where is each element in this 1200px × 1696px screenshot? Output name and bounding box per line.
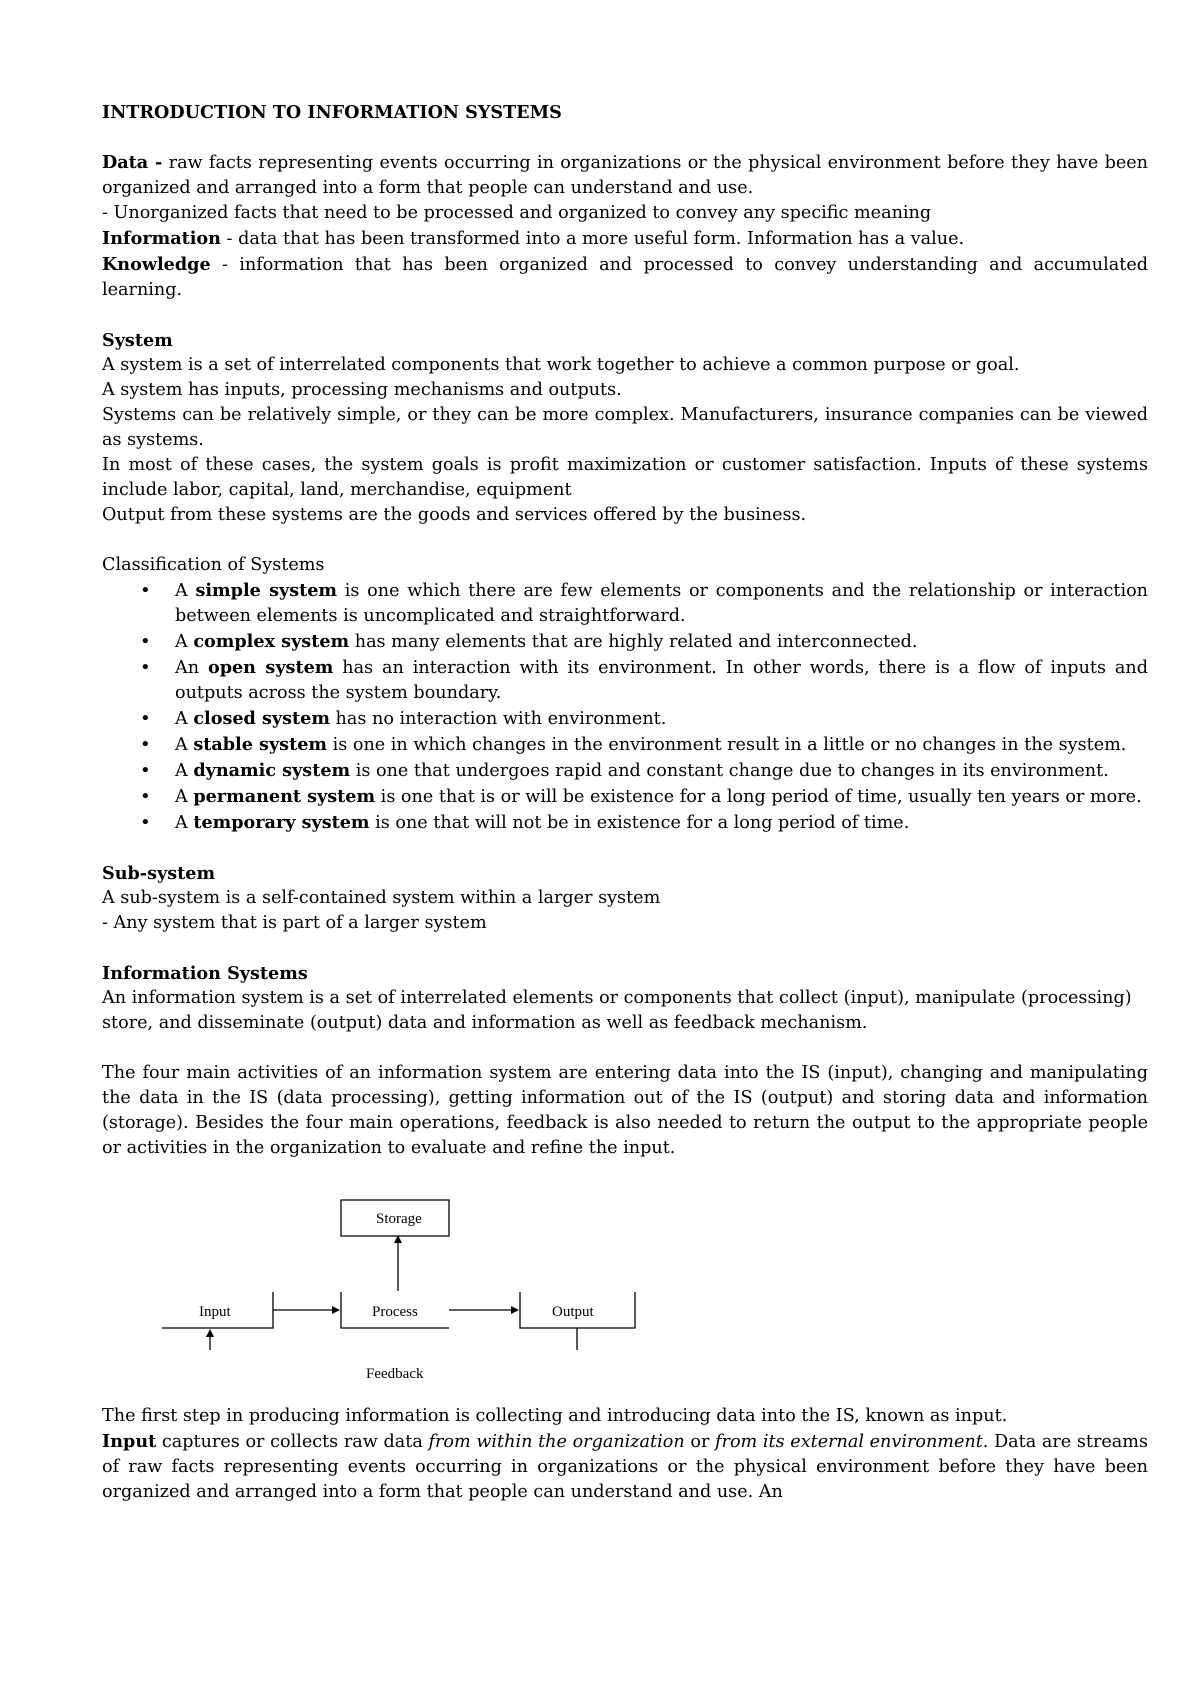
classification-heading: Classification of Systems [102, 555, 325, 575]
data-term: Data - [102, 152, 163, 173]
list-item: • A dynamic system is one that undergoes rapid and constant change due to changes in its environment. [175, 758, 1148, 784]
arrowhead [206, 1329, 214, 1337]
closing-paragraph: Input captures or collects raw data from within the organization or from its external environment. Data are streams of raw facts representing events occurring in organizations or the physical environment before they have been organized and arranged into a form that people can understand and use. An [102, 1431, 1148, 1502]
document-title: INTRODUCTION TO INFORMATION SYSTEMS [102, 102, 562, 123]
list-item: • A complex system has many elements that are highly related and interconnected. [175, 629, 1148, 655]
data-note: - Unorganized facts that need to be processed and organized to convey any specific meaning [102, 203, 932, 223]
subsystem-paragraph: A sub-system is a self-contained system within a larger system [102, 888, 661, 908]
closing-paragraph: The first step in producing information is collecting and introducing data into the IS, known as input. [102, 1406, 1008, 1426]
storage-label: Storage [376, 1211, 422, 1227]
data-definition: Data - raw facts representing events occurring in organizations or the physical environment before they have been organized and arranged into a form that people can understand and use. [102, 152, 1148, 198]
information-term: Information [102, 228, 221, 249]
system-paragraph: Output from these systems are the goods and services offered by the business. [102, 505, 807, 525]
output-label: Output [552, 1304, 594, 1320]
information-systems-paragraph: An information system is a set of interrelated elements or components that collect (input), manipulate (processing) store, and disseminate (output) data and information as well as feedback mechanism. [102, 988, 1132, 1033]
classification-list [102, 578, 1148, 836]
list-item: • A closed system has no interaction with environment. [175, 706, 1148, 732]
system-heading: System [102, 330, 173, 351]
feedback-label: Feedback [366, 1366, 424, 1382]
arrowhead [511, 1306, 519, 1314]
list-item: • A temporary system is one that will not be in existence for a long period of time. [175, 810, 1148, 836]
knowledge-term: Knowledge [102, 254, 211, 275]
system-paragraph: A system is a set of interrelated components that work together to achieve a common purpose or goal. [102, 355, 1020, 375]
input-label: Input [199, 1304, 231, 1320]
information-definition: Information - data that has been transformed into a more useful form. Information has a value. [102, 228, 965, 249]
process-label: Process [372, 1304, 418, 1320]
is-activity-diagram [102, 1186, 1148, 1394]
system-paragraph: A system has inputs, processing mechanisms and outputs. [102, 380, 622, 400]
arrowhead [332, 1306, 340, 1314]
subsystem-paragraph: - Any system that is part of a larger system [102, 913, 487, 933]
information-systems-heading: Information Systems [102, 963, 308, 984]
diagram-svg [102, 1186, 1148, 1394]
list-item: • A permanent system is one that is or will be existence for a long period of time, usually ten years or more. [175, 784, 1148, 810]
list-item: • A simple system is one which there are few elements or components and the relationship or interaction between elements is uncomplicated and straightforward. [175, 578, 1148, 629]
information-systems-paragraph: The four main activities of an information system are entering data into the IS (input), changing and manipulating the data in the IS (data processing), getting information out of the IS (output) and storing data and information (storage). Besides the four main operations, feedback is also needed to return the output to the appropriate people or activities in the organization to evaluate and refine the input. [102, 1063, 1148, 1158]
system-paragraph: In most of these cases, the system goals is profit maximization or customer satisfaction. Inputs of these systems include labor, capital, land, merchandise, equipment [102, 455, 1148, 500]
input-term: Input [102, 1431, 157, 1452]
document-page [102, 100, 1148, 1505]
list-item: • A stable system is one in which changes in the environment result in a little or no changes in the system. [175, 732, 1148, 758]
subsystem-heading: Sub-system [102, 863, 216, 884]
list-item: • An open system has an interaction with its environment. In other words, there is a flow of inputs and outputs across the system boundary. [175, 655, 1148, 706]
system-paragraph: Systems can be relatively simple, or they can be more complex. Manufacturers, insurance companies can be viewed as systems. [102, 405, 1148, 450]
knowledge-definition: Knowledge - information that has been organized and processed to convey understanding and accumulated learning. [102, 254, 1148, 300]
